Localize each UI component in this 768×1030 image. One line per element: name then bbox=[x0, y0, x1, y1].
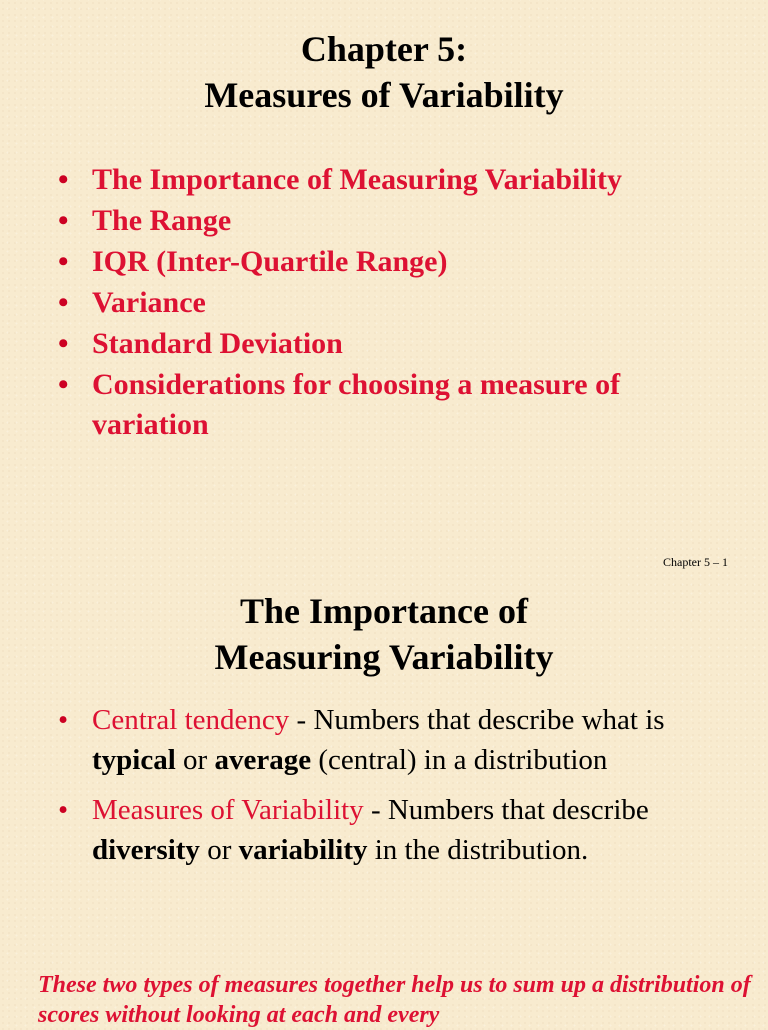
term-label: Central tendency bbox=[92, 704, 290, 736]
list-item: • The Range bbox=[58, 201, 738, 241]
definition-list bbox=[58, 700, 738, 880]
summary-note: These two types of measures together help us to sum up a distribution of scores without looking at each and every bbox=[38, 972, 751, 1028]
title-line-2: Measures of Variability bbox=[204, 75, 564, 115]
bullet-icon: • bbox=[58, 704, 69, 736]
list-item: • Considerations for choosing a measure of variation bbox=[58, 365, 738, 445]
title-line-1: Chapter 5: bbox=[300, 29, 468, 69]
bullet-icon: • bbox=[58, 163, 69, 196]
slide-title bbox=[0, 26, 768, 118]
bullet-icon: • bbox=[58, 327, 69, 360]
bullet-icon: • bbox=[58, 794, 69, 826]
bullet-icon: • bbox=[58, 368, 69, 401]
term-label: Measures of Variability bbox=[92, 794, 364, 826]
bullet-icon: • bbox=[58, 286, 69, 319]
definition-central-tendency: • Central tendency - Numbers that describe what is typical or average (central) in a distribution bbox=[58, 700, 738, 780]
slide-importance-of-variability bbox=[0, 580, 768, 1028]
topic-list bbox=[58, 160, 738, 446]
list-item: • Standard Deviation bbox=[58, 324, 738, 364]
title-line-2: Measuring Variability bbox=[214, 637, 554, 677]
definition-measures-of-variability: • Measures of Variability - Numbers that describe diversity or variability in the distribution. bbox=[58, 790, 738, 870]
bullet-icon: • bbox=[58, 204, 69, 237]
bullet-icon: • bbox=[58, 245, 69, 278]
slide-title bbox=[0, 588, 768, 680]
list-item: • Variance bbox=[58, 283, 738, 323]
title-line-1: The Importance of bbox=[240, 591, 528, 631]
page-number: Chapter 5 – 1 bbox=[663, 555, 728, 569]
list-item: • The Importance of Measuring Variability bbox=[58, 160, 738, 200]
list-item: • IQR (Inter-Quartile Range) bbox=[58, 242, 738, 282]
